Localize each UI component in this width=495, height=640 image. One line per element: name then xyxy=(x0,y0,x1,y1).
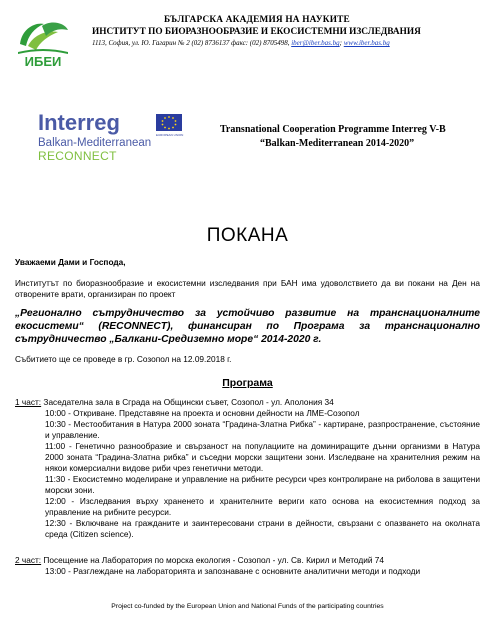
program-part-2 xyxy=(15,555,480,577)
academy-name: БЪЛГАРСКА АКАДЕМИЯ НА НАУКИТЕ xyxy=(164,15,350,25)
website-link[interactable]: www.iber.bas.bg xyxy=(343,39,390,47)
part-1-header xyxy=(15,397,480,408)
eu-label: EUROPEAN UNION xyxy=(156,133,184,137)
agenda-item: 12:30 - Включване на гражданите и заинтересовани страни в дейности, свързани с опазването на околната среда (Citizen science). xyxy=(45,518,480,539)
interreg-logo xyxy=(38,110,188,165)
page-title: ПОКАНА xyxy=(206,225,289,246)
greeting: Уважаеми Дами и Господа, xyxy=(15,257,126,267)
email-link[interactable]: iber@iber.bas.bg xyxy=(291,39,340,47)
letterhead xyxy=(92,14,482,48)
institute-name: ИНСТИТУТ ПО БИОРАЗНООБРАЗИЕ И ЕКОСИСТЕМНИ ИЗСЛЕДВАНИЯ xyxy=(92,27,421,37)
project-name: RECONNECT xyxy=(38,149,117,163)
region-name: Balkan-Mediterranean xyxy=(38,137,152,149)
project-title: „Регионално сътрудничество за устойчиво развитие на транснационалните екосистеми“ (RECONNECT), финансиран по Програма за транснационално сътрудничество „Балкани-Средиземно море“ 2014-2020 г. xyxy=(15,308,480,345)
eu-flag-icon xyxy=(156,114,182,131)
logo-text: ИБЕИ xyxy=(24,54,62,69)
part-2-venue: Посещение на Лаборатория по морска екология - Созопол - ул. Св. Кирил и Методий 74 xyxy=(41,555,384,565)
program-heading: Програма xyxy=(222,377,273,389)
programme-title xyxy=(220,123,490,151)
agenda-item: 11:00 - Генетично разнообразие и свързаност на популациите на доминиращите дънни организми в Натура 2000 зоната “Градина-Златна рибка” и съседни морски защитени зони. Изследване на хранителния режим на някои комерсиални видове риби чрез генетични методи. xyxy=(45,441,480,473)
agenda-item: 10:00 - Откриване. Представяне на проекта и основни дейности на ЛМЕ-Созопол xyxy=(45,408,360,418)
part-2-header xyxy=(15,555,480,566)
part-1-label: 1 част: xyxy=(15,397,42,407)
intro-paragraph: Институтът по биоразнообразие и екосистемни изследвания при БАН има удоволствието да ви покани на Ден на отворените врати, организиран по проект xyxy=(15,278,480,299)
programme-line-1: Transnational Cooperation Programme Interreg V-B xyxy=(220,124,446,135)
part-2-label: 2 част: xyxy=(15,555,42,565)
program-part-1 xyxy=(15,397,480,540)
address-text: 1113, София, ул. Ю. Гагарин № 2 (02) 8736137 факс: (02) 8705498, xyxy=(92,39,292,47)
agenda-item: 11:30 - Екосистемно моделиране и управление на рибните ресурси чрез контролиране на риболова в защитени морски зони. xyxy=(45,474,480,495)
event-info: Събитието ще се проведе в гр. Созопол на 12.09.2018 г. xyxy=(15,354,232,364)
institute-address xyxy=(92,38,482,48)
agenda-item: 12:00 - Изследвания върху храненето и хранителните вериги като основа на екосистемния подход за управление на рибните ресурси. xyxy=(45,496,480,517)
footer-note: Project co-funded by the European Union and National Funds of the participating countries xyxy=(111,603,384,610)
separator: ; xyxy=(339,39,344,47)
interreg-name: Interreg xyxy=(38,110,120,135)
agenda-item: 10:30 - Местообитания в Натура 2000 зоната “Градина-Златна Рибка” - картиране, разпространение, състояние и управление. xyxy=(45,419,480,440)
agenda-item: 13:00 - Разглеждане на лабораторията и запознаване с основните аналитични методи и подходи xyxy=(45,566,421,576)
programme-line-2: “Balkan-Mediterranean 2014-2020” xyxy=(260,138,415,149)
part-1-venue: Заседателна зала в Сграда на Общински съвет, Созопол - ул. Аполония 34 xyxy=(41,397,334,407)
